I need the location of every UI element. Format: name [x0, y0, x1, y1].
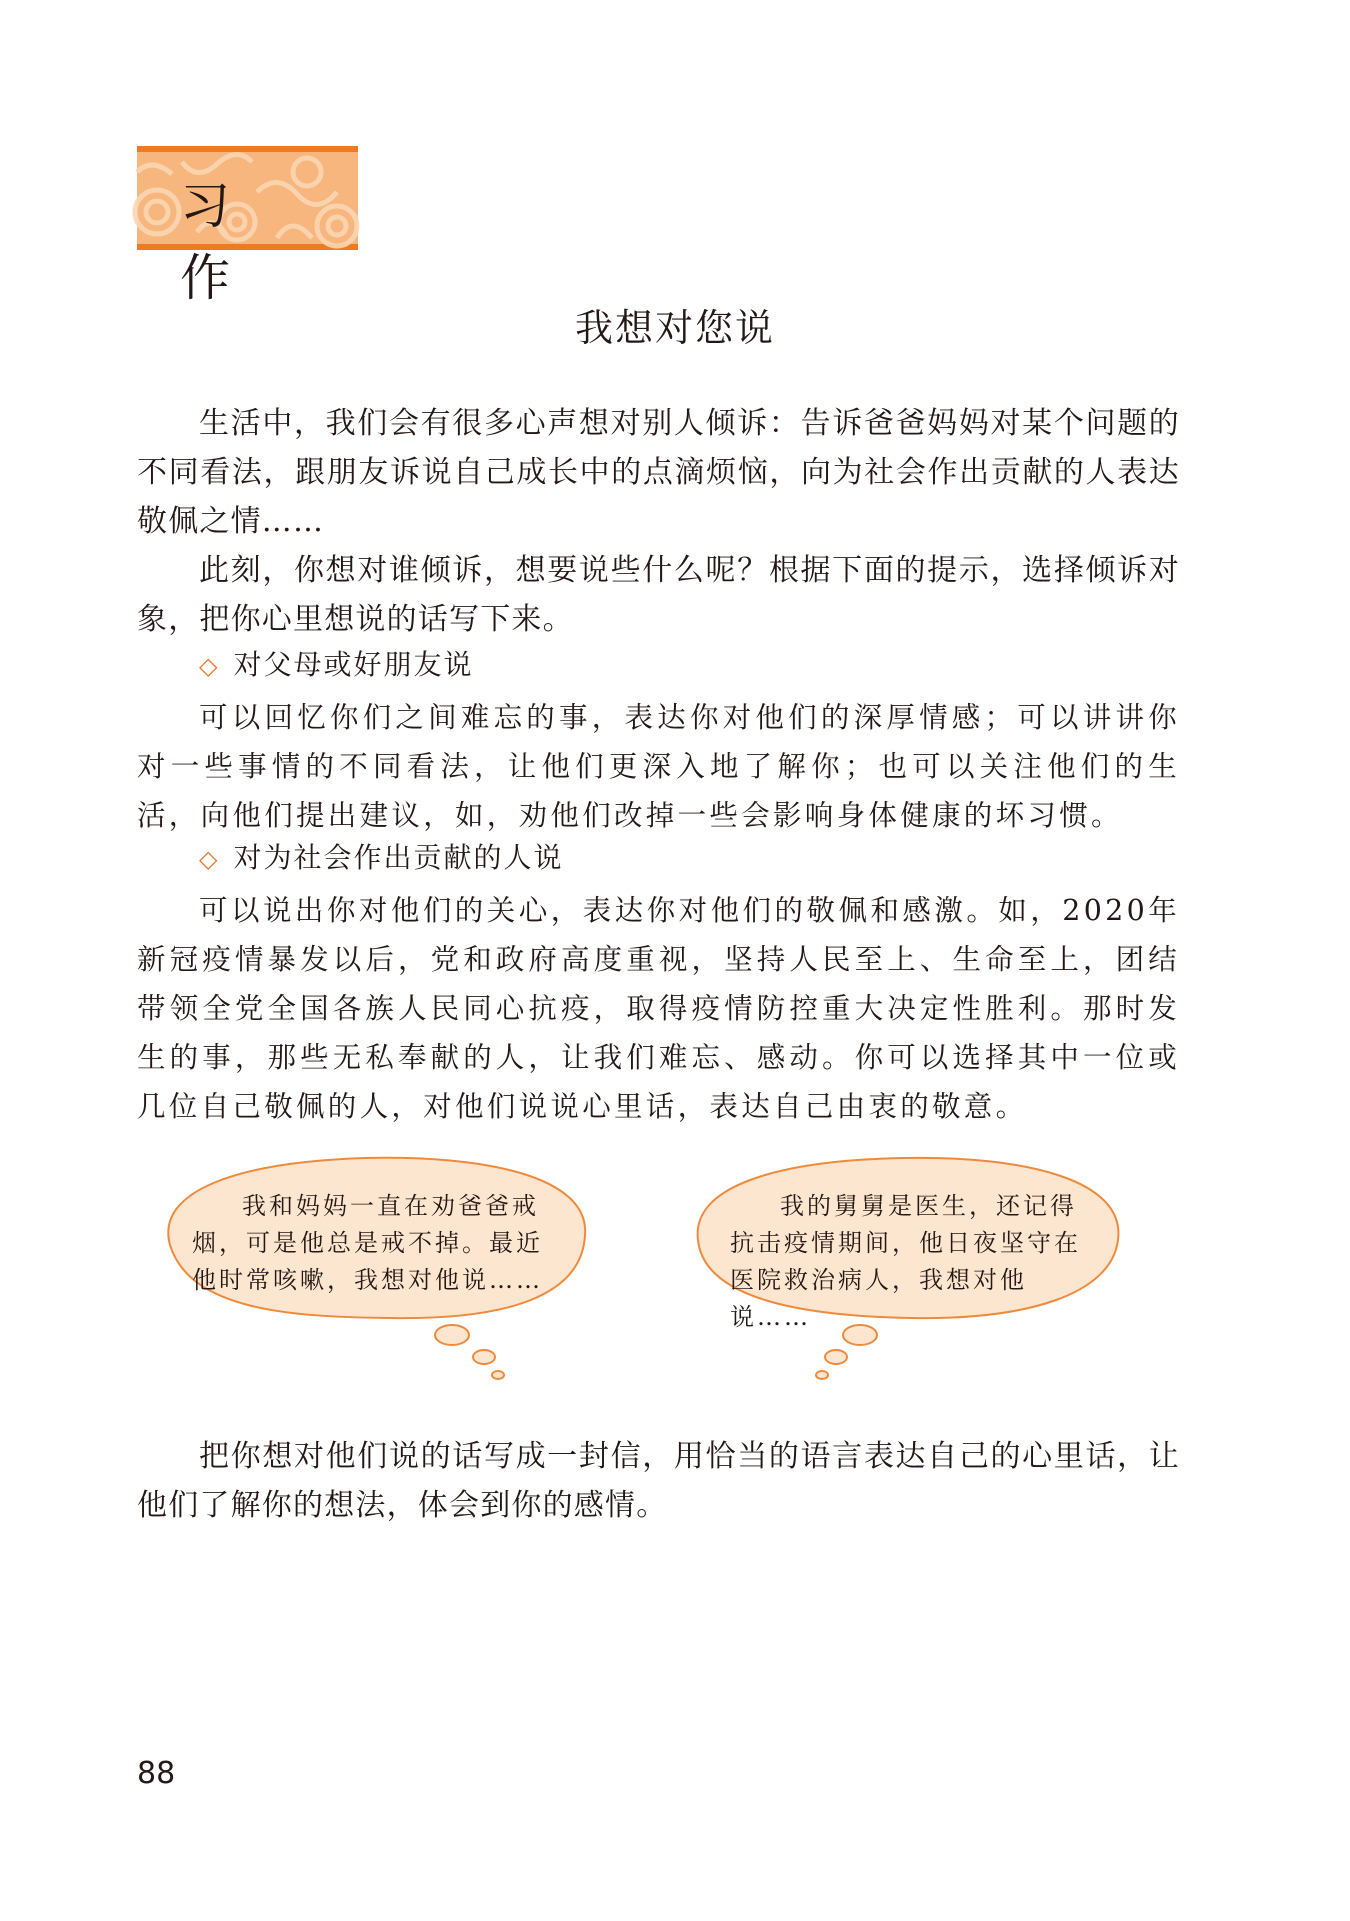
diamond-icon: ◇ [199, 845, 220, 873]
diamond-icon: ◇ [199, 652, 220, 680]
paragraph-intro: 生活中，我们会有很多心声想对别人倾诉：告诉爸爸妈妈对某个问题的不同看法，跟朋友诉说自己成长中的点滴烦恼，向为社会作出贡献的人表达敬佩之情…… [137, 406, 1180, 539]
subheading-contributors [199, 838, 563, 879]
paragraph-parents-friends: 可以回忆你们之间难忘的事，表达你对他们的深厚情感；可以讲讲你对一些事情的不同看法，让他们更深入地了解你；也可以关注他们的生活，向他们提出建议，如，劝他们改掉一些会影响身体健康的坏习惯。 [137, 701, 1180, 832]
section-label: 习作 [180, 177, 272, 307]
thought-bubble-right [686, 1150, 1131, 1390]
subheading-label: 对父母或好朋友说 [233, 648, 474, 681]
paragraph-prompt: 此刻，你想对谁倾诉，想要说些什么呢？根据下面的提示，选择倾诉对象，把你心里想说的话写下来。 [137, 553, 1180, 637]
subheading-label: 对为社会作出贡献的人说 [233, 841, 564, 874]
page-title: 我想对您说 [574, 306, 775, 350]
subheading-parents-friends [199, 645, 473, 686]
thought-bubble-text: 我和妈妈一直在劝爸爸戒烟，可是他总是戒不掉。最近他时常咳嗽，我想对他说…… [192, 1192, 543, 1294]
paragraph-contributors: 可以说出你对他们的关心，表达你对他们的敬佩和感激。如，2020年新冠疫情暴发以后，党和政府高度重视，坚持人民至上、生命至上，团结带领全党全国各族人民同心抗疫，取得疫情防控重大决定性胜利。那时发生的事，那些无私奉献的人，让我们难忘、感动。你可以选择其中一位或几位自己敬佩的人，对他们说说心里话，表达自己由衷的敬意。 [137, 894, 1180, 1123]
thought-bubble-text: 我的舅舅是医生，还记得抗击疫情期间，他日夜坚守在医院救治病人，我想对他说…… [730, 1192, 1081, 1331]
thought-bubble-left [150, 1150, 600, 1390]
section-tab [137, 146, 358, 307]
page-number: 88 [137, 1756, 176, 1791]
paragraph-conclusion: 把你想对他们说的话写成一封信，用恰当的语言表达自己的心里话，让他们了解你的想法，体会到你的感情。 [137, 1439, 1180, 1523]
